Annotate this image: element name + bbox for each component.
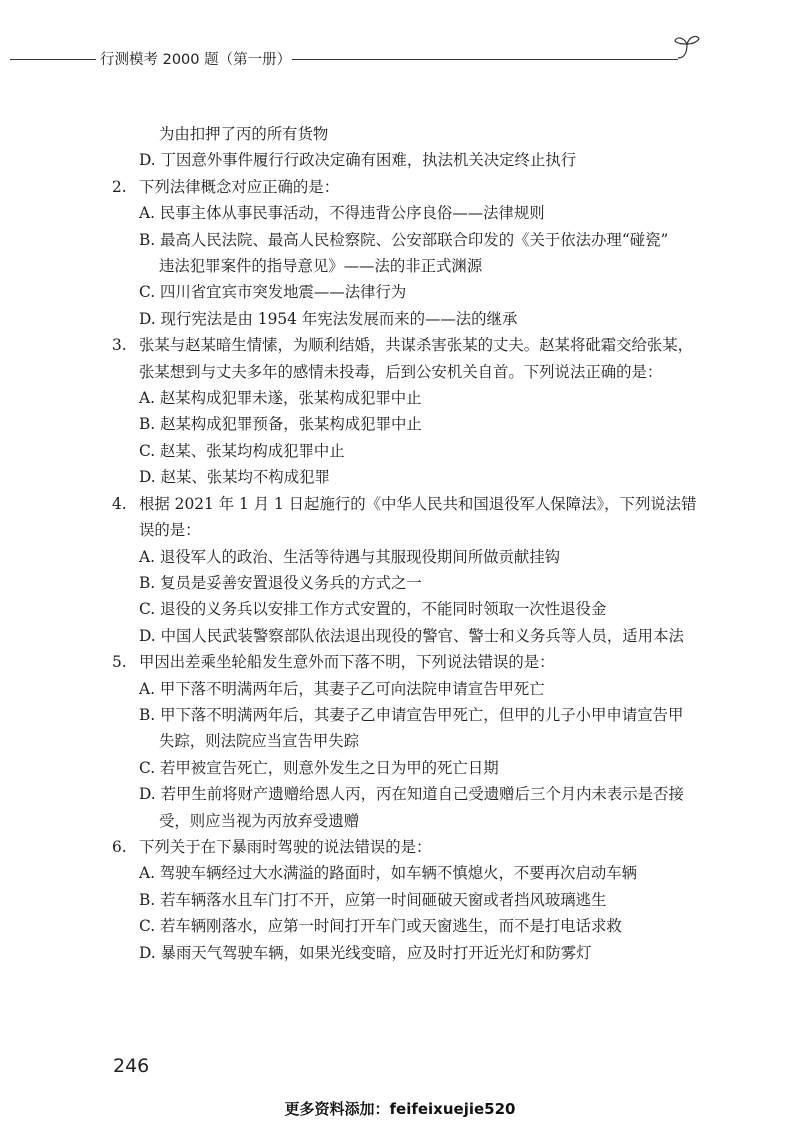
header-title: 行测模考 2000 题（第一册） [100, 52, 292, 68]
text-continuation: 违法犯罪案件的指导意见》——法的非正式渊源 [159, 257, 483, 276]
answer-option: D. 丁因意外事件履行行政决定确有困难，执法机关决定终止执行 [139, 151, 577, 170]
page-number: 246 [113, 1055, 150, 1077]
header-rule-right [292, 59, 678, 60]
question-number: 2. [112, 177, 127, 196]
answer-option: B. 赵某构成犯罪预备，张某构成犯罪中止 [139, 415, 422, 434]
sprout-icon [672, 30, 702, 64]
question-stem [112, 491, 722, 517]
question-number: 4. [112, 494, 127, 513]
question-number: 3. [112, 336, 127, 355]
question-text: 张某与赵某暗生情愫，为顺利结婚，共谋杀害张某的丈夫。赵某将砒霜交给张某， [139, 336, 694, 355]
answer-option: A. 甲下落不明满两年后，其妻子乙可向法院申请宣告甲死亡 [139, 679, 545, 698]
answer-option: C. 若车辆刚落水，应第一时间打开车门或天窗逃生，而不是打电话求救 [139, 917, 622, 936]
answer-option: A. 赵某构成犯罪未遂，张某构成犯罪中止 [139, 389, 422, 408]
text-continuation: 受，则应当视为丙放弃受遗赠 [159, 811, 360, 830]
text-continuation: 张某想到与丈夫多年的感情未投毒，后到公安机关自首。下列说法正确的是： [139, 362, 663, 381]
question-text: 根据 2021 年 1 月 1 日起施行的《中华人民共和国退役军人保障法》，下列说法错 [139, 494, 697, 513]
question-number: 6. [112, 837, 127, 856]
question-text: 甲因出差乘坐轮船发生意外而下落不明，下列说法错误的是： [139, 653, 555, 672]
answer-option: C. 若甲被宣告死亡，则意外发生之日为甲的死亡日期 [139, 758, 499, 777]
answer-option: A. 驾驶车辆经过大水满溢的路面时，如车辆不慎熄火，不要再次启动车辆 [139, 864, 638, 883]
text-continuation: 误的是： [139, 521, 201, 540]
answer-option: A. 退役军人的政治、生活等待遇与其服现役期间所做贡献挂钩 [139, 547, 561, 566]
question-stem [112, 834, 722, 860]
question-stem [112, 332, 722, 358]
question-text: 下列法律概念对应正确的是： [139, 177, 340, 196]
text-continuation: 失踪，则法院应当宣告甲失踪 [159, 732, 360, 751]
answer-option: B. 复员是妥善安置退役义务兵的方式之一 [139, 573, 422, 592]
answer-option: B. 甲下落不明满两年后，其妻子乙申请宣告甲死亡，但甲的儿子小甲申请宣告甲 [139, 705, 684, 724]
question-number: 5. [112, 653, 127, 672]
answer-option: D. 中国人民武装警察部队依法退出现役的警官、警士和义务兵等人员，适用本法 [139, 626, 684, 645]
question-list [112, 121, 722, 966]
answer-option: D. 若甲生前将财产遗赠给恩人丙，丙在知道自己受遗赠后三个月内未表示是否接 [139, 785, 684, 804]
footer-note: 更多资料添加：feifeixuejie520 [284, 1100, 516, 1118]
question-stem [112, 174, 722, 200]
answer-option: C. 退役的义务兵以安排工作方式安置的，不能同时领取一次性退役金 [139, 600, 607, 619]
question-text: 下列关于在下暴雨时驾驶的说法错误的是： [139, 837, 432, 856]
header-rule-left [10, 59, 96, 60]
answer-option: C. 四川省宜宾市突发地震——法律行为 [139, 283, 407, 302]
answer-option: D. 暴雨天气驾驶车辆，如果光线变暗，应及时打开近光灯和防雾灯 [139, 943, 592, 962]
text-continuation: 为由扣押了丙的所有货物 [159, 125, 329, 143]
answer-option: B. 最高人民法院、最高人民检察院、公安部联合印发的《关于依法办理“碰瓷” [139, 230, 669, 249]
answer-option: C. 赵某、张某均构成犯罪中止 [139, 441, 345, 460]
answer-option: D. 现行宪法是由 1954 年宪法发展而来的——法的继承 [139, 309, 518, 328]
question-stem [112, 649, 722, 675]
answer-option: B. 若车辆落水且车门打不开，应第一时间砸破天窗或者挡风玻璃逃生 [139, 890, 607, 909]
answer-option: D. 赵某、张某均不构成犯罪 [139, 468, 330, 487]
answer-option: A. 民事主体从事民事活动，不得违背公序良俗——法律规则 [139, 204, 545, 223]
